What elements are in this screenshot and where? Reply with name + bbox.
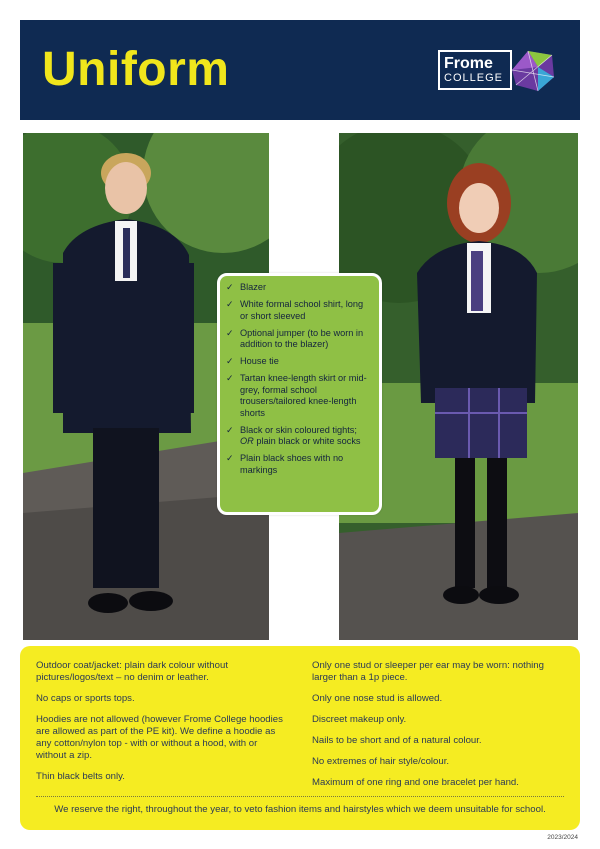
list-item [226,356,373,368]
rule-text: Only one stud or sleeper per ear may be worn: nothing larger than a 1p piece. [312,660,544,683]
college-logo [438,47,556,93]
rules-right-column [312,660,564,798]
list-item [226,453,373,476]
rule-text: Thin black belts only. [36,771,125,782]
check-icon: ✓ [226,373,234,383]
list-item [226,282,373,294]
checklist-item-text [240,425,361,448]
page-title: Uniform [42,43,230,96]
checklist-item-text: Tartan knee-length skirt or mid-grey, formal school trousers/tailored knee-length shorts [240,373,367,418]
logo-emblem-icon [508,47,556,93]
logo-name: Frome [444,55,493,72]
check-icon: ✓ [226,453,234,463]
uniform-checklist [217,273,382,515]
rules-left-column [36,660,284,798]
check-icon: ✓ [226,424,234,435]
check-icon: ✓ [226,327,234,338]
list-item [226,299,373,322]
rule-text: Only one nose stud is allowed. [312,693,443,704]
header-banner [20,20,580,120]
dotted-divider [36,796,564,797]
checklist-item-text: White formal school shirt, long or short sleeved [240,299,364,321]
checklist-item-text: Optional jumper (to be worn in addition to the blazer) [240,327,364,349]
checklist-item-text: Blazer [240,282,267,292]
veto-note: We reserve the right, throughout the year, to veto fashion items and hairstyles which we deem unsuitable for school. [54,804,546,815]
rule-text: Hoodies are not allowed (however Frome College hoodies are allowed as part of the PE kit). We define a hoodie as any cotton/nylon top - with or without a hood, with or without a zip. [36,714,283,761]
check-icon: ✓ [226,356,234,366]
rule-text: No caps or sports tops. [36,693,135,704]
logo-wordmark [438,50,512,90]
checklist-item-tights: Black or skin coloured tights; [240,424,357,435]
rule-text: Maximum of one ring and one bracelet per hand. [312,777,519,788]
checklist-item-text: Plain black shoes with no markings [240,453,344,475]
checklist-item-text: House tie [240,356,279,366]
rule-text: Discreet makeup only. [312,714,407,725]
rule-text: No extremes of hair style/colour. [312,756,450,767]
checklist-item-socks: plain black or white socks [253,436,361,446]
checklist-item-or: OR [240,436,254,446]
rule-text: Outdoor coat/jacket: plain dark colour without pictures/logos/text – no denim or leather. [36,660,228,683]
list-item [226,373,373,419]
list-item [226,328,373,351]
list-item [226,425,373,448]
academic-year: 2023/2024 [547,834,578,841]
check-icon: ✓ [226,299,234,309]
rule-text: Nails to be short and of a natural colour. [312,735,482,746]
rules-panel [20,646,580,830]
logo-sub: COLLEGE [444,72,503,84]
check-icon: ✓ [226,282,234,292]
